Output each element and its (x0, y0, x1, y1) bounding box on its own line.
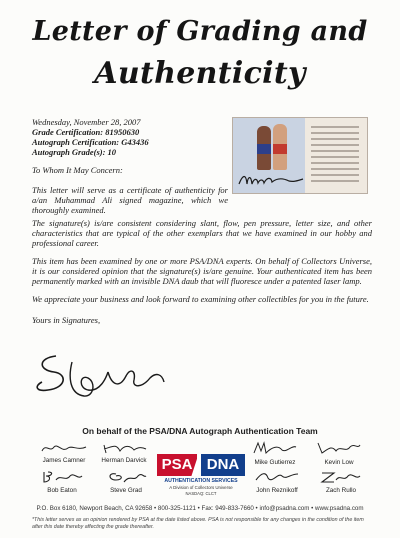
nasdaq-text: NASDAQ: CLCT (185, 491, 217, 496)
paragraph-signature-consistency: The signature(s) is/are consistent considering slant, flow, pen pressure, letter size, and other characteristics that are typical of the other exemplars that we have examined in our hobby and professional career. (32, 218, 372, 248)
letter-title-line2: Authenticity (94, 56, 306, 91)
expert-name-kevin-low: Kevin Low (324, 459, 354, 466)
signature-steve-grad (104, 470, 148, 484)
expert-name-herman-darvick: Herman Darvick (101, 457, 147, 464)
letter-date: Wednesday, November 28, 2007 (32, 117, 141, 127)
autograph-grade: Autograph Grade(s): 10 (32, 147, 117, 157)
expert-name-bob-eaton: Bob Eaton (47, 487, 77, 494)
greeting: To Whom It May Concern: (32, 165, 123, 175)
paragraph-authenticity-certificate: This letter will serve as a certificate of authenticity for a/an Muhammad Ali signed magazine, which we thoroughly examined. (32, 185, 228, 215)
certification-block (32, 117, 232, 157)
authentication-services-text: AUTHENTICATION SERVICES (164, 478, 238, 484)
signature-bob-eaton (40, 470, 84, 484)
grade-certification: Grade Certification: 81950630 (32, 127, 140, 137)
expert-name-james-camner: James Camner (42, 457, 86, 464)
expert-name-steve-grad: Steve Grad (110, 487, 142, 494)
paragraph-expert-examination: This item has been examined by one or more PSA/DNA experts. On behalf of Collectors Universe, it is our considered opinion that the signature(s) is/are genuine. Your authenticated item has been permanently marked with an invisible DNA daub that will fluoresce under a patented laser lamp. (32, 256, 372, 286)
signature-james-camner (40, 441, 88, 455)
expert-name-zach-rullo: Zach Rullo (325, 487, 357, 494)
letter-title-line1: Letter of Grading and (32, 16, 368, 47)
signature-john-reznikoff (254, 470, 300, 484)
division-text: A Division of Collectors Universe (169, 485, 233, 490)
signature-herman-darvick (102, 441, 148, 455)
expert-name-mike-gutierrez: Mike Gutierrez (254, 459, 296, 466)
dna-logo-text: DNA (201, 454, 245, 476)
autograph-certification: Autograph Certification: G43436 (32, 137, 149, 147)
expert-name-john-reznikoff: John Reznikoff (256, 487, 298, 494)
psa-logo-text: PSA (157, 454, 197, 476)
signature-zach-rullo (318, 470, 362, 484)
signature-mike-gutierrez (252, 441, 298, 455)
closing: Yours in Signatures, (32, 315, 101, 325)
psa-dna-logo (155, 454, 247, 498)
paragraph-appreciation: We appreciate your business and look forward to examining other collectibles for you in the future. (32, 294, 369, 304)
authenticator-signature-image (28, 342, 168, 404)
contact-address: P.O. Box 6180, Newport Beach, CA 92658 • 800-325-1121 • Fax: 949-833-7660 • info@psadna.com • www.psadna.com (36, 505, 364, 512)
item-photo (232, 117, 368, 194)
disclaimer: *This letter serves as an opinion rendered by PSA at the date listed above. PSA is not responsible for any changes in the condition of the item after this date thereby affecting the grade thereafter. (32, 517, 364, 530)
team-heading: On behalf of the PSA/DNA Autograph Authentication Team (82, 426, 318, 436)
signature-kevin-low (316, 441, 362, 455)
